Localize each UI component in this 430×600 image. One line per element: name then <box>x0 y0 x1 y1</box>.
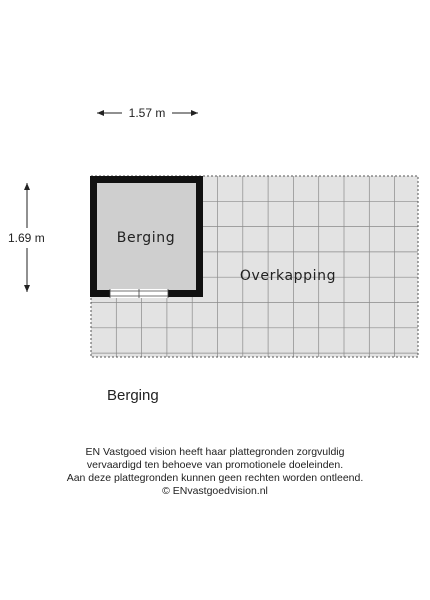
width-dimension-label: 1.57 m <box>128 106 166 120</box>
floor-title: Berging <box>107 387 159 404</box>
berging-label: Berging <box>116 230 176 246</box>
disclaimer-line: EN Vastgoed vision heeft haar plattegronden zorgvuldig <box>85 446 345 458</box>
height-dimension-label: 1.69 m <box>8 231 45 245</box>
disclaimer-copyright: © ENvastgoedvision.nl <box>162 485 268 497</box>
disclaimer <box>0 446 430 498</box>
overkapping-label: Overkapping <box>239 268 337 284</box>
disclaimer-line: vervaardigd ten behoeve van promotionele doeleinden. <box>86 459 344 471</box>
disclaimer-line: Aan deze plattegronden kunnen geen rechten worden ontleend. <box>66 472 364 484</box>
height-dimension <box>8 183 45 292</box>
width-dimension <box>97 106 198 120</box>
